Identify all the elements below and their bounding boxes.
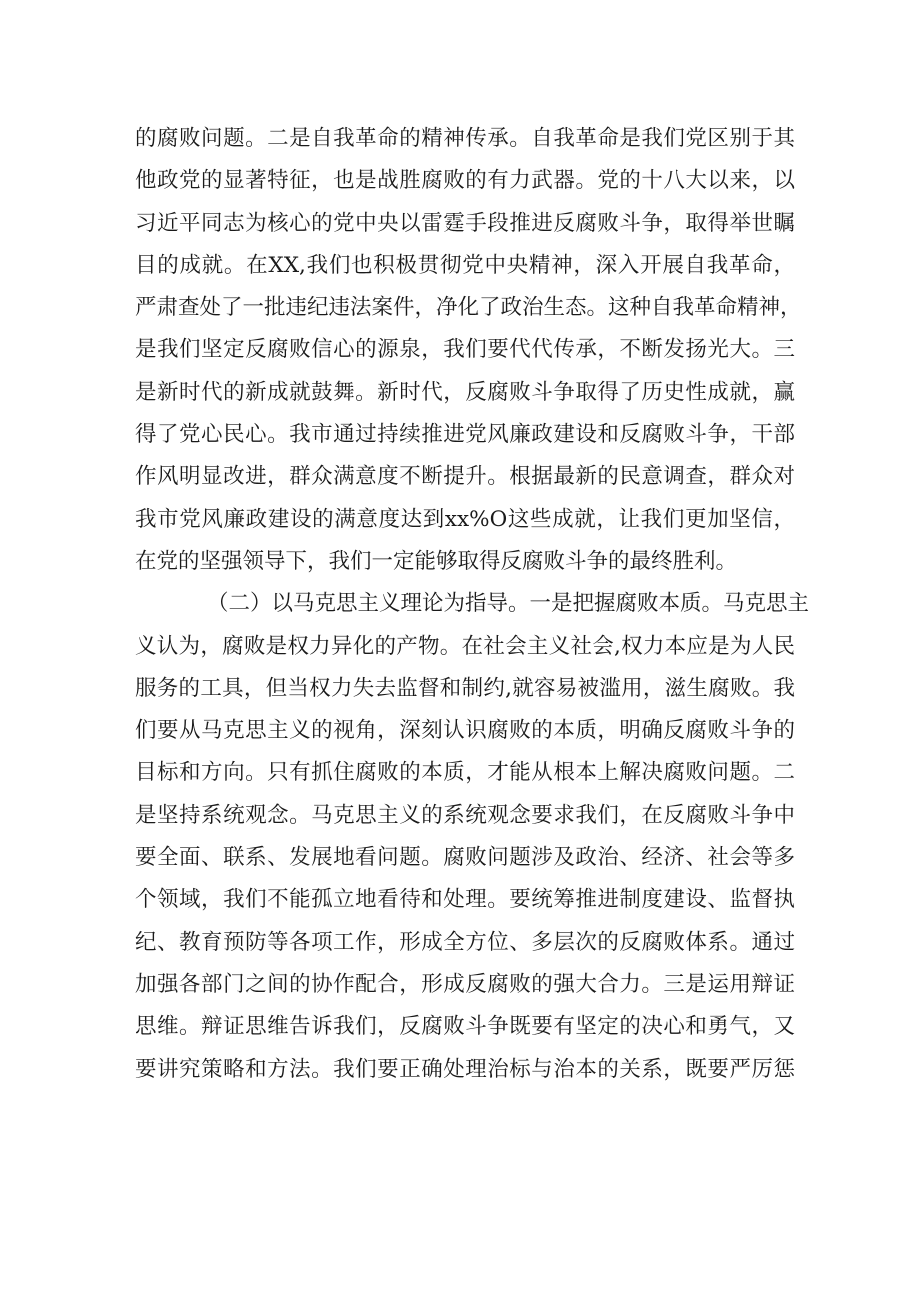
text-line: 得了党心民心。我市通过持续推进党风廉政建设和反腐败斗争，干部 xyxy=(135,422,795,448)
text-line: 义认为，腐败是权力异化的产物。在社会主义社会,权力本应是为人民 xyxy=(135,633,795,659)
text-line: 思维。辩证思维告诉我们，反腐败斗争既要有坚定的决心和勇气，又 xyxy=(135,1014,795,1040)
text-line: 目标和方向。只有抓住腐败的本质，才能从根本上解决腐败问题。二 xyxy=(135,760,795,786)
text-line: 是坚持系统观念。马克思主义的系统观念要求我们，在反腐败斗争中 xyxy=(135,802,795,828)
text-line: 服务的工具，但当权力失去监督和制约,就容易被滥用，滋生腐败。我 xyxy=(135,675,795,701)
text-line: 习近平同志为核心的党中央以雷霆手段推进反腐败斗争，取得举世瞩 xyxy=(135,210,795,236)
text-line: 加强各部门之间的协作配合，形成反腐败的强大合力。三是运用辩证 xyxy=(135,971,795,997)
text-line: 要讲究策略和方法。我们要正确处理治标与治本的关系，既要严厉惩 xyxy=(135,1056,795,1082)
paragraph-2 xyxy=(135,583,810,1091)
text-line: 们要从马克思主义的视角，深刻认识腐败的本质，明确反腐败斗争的 xyxy=(135,718,795,744)
text-line: 要全面、联系、发展地看问题。腐败问题涉及政治、经济、社会等多 xyxy=(135,845,795,871)
text-line: 是新时代的新成就鼓舞。新时代，反腐败斗争取得了历史性成就，赢 xyxy=(135,379,795,405)
text-line: 严肃查处了一批违纪违法案件，净化了政治生态。这种自我革命精神， xyxy=(135,295,802,321)
paragraph-1 xyxy=(135,118,802,583)
text-line: 个领域，我们不能孤立地看待和处理。要统筹推进制度建设、监督执 xyxy=(135,887,795,913)
text-line: 是我们坚定反腐败信心的源泉，我们要代代传承，不断发扬光大。三 xyxy=(135,337,795,363)
text-line: 在党的坚强领导下，我们一定能够取得反腐败斗争的最终胜利。 xyxy=(135,548,738,574)
document-body xyxy=(135,118,810,1091)
text-line: 我市党风廉政建设的满意度达到xx%O这些成就，让我们更加坚信， xyxy=(135,506,795,532)
text-line: （二）以马克思主义理论为指导。一是把握腐败本质。马克思主 xyxy=(207,591,810,617)
text-line: 作风明显改进，群众满意度不断提升。根据最新的民意调查，群众对 xyxy=(135,464,795,490)
text-line: 纪、教育预防等各项工作，形成全方位、多层次的反腐败体系。通过 xyxy=(135,929,795,955)
text-line: 的腐败问题。二是自我革命的精神传承。自我革命是我们党区别于其 xyxy=(135,126,795,151)
text-line: 目的成就。在XX,我们也积极贯彻党中央精神，深入开展自我革命， xyxy=(135,252,795,278)
text-line: 他政党的显著特征，也是战胜腐败的有力武器。党的十八大以来，以 xyxy=(135,168,795,194)
